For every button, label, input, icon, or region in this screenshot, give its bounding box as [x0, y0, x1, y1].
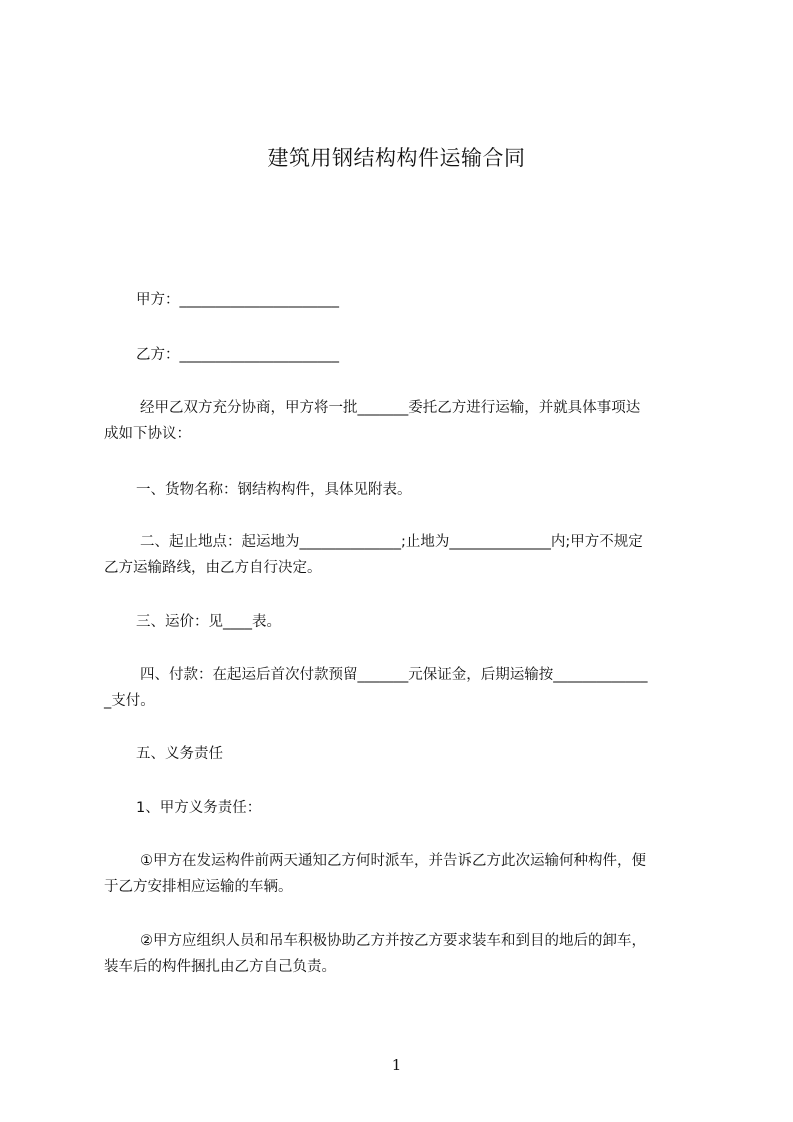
intro-paragraph-line-1: 经甲乙双方充分协商，甲方将一批_______委托乙方进行运输，并就具体事项达: [140, 400, 641, 416]
document-title: 建筑用钢结构构件运输合同: [267, 146, 526, 170]
page-number: 1: [391, 1056, 402, 1074]
obligation-2-line-2: 装车后的构件捆扎由乙方自己负责。: [104, 959, 336, 975]
obligation-1-line-2: 于乙方安排相应运输的车辆。: [104, 879, 293, 895]
party-a-obligations-heading: 1、甲方义务责任：: [136, 800, 262, 816]
clause-payment-line-1: 四、付款：在起运后首次付款预留_______元保证金，后期运输按_____________: [140, 667, 648, 683]
clause-locations-line-2: 乙方运输路线，由乙方自行决定。: [104, 560, 322, 576]
clause-obligations-heading: 五、义务责任: [136, 746, 223, 762]
obligation-1-line-1: ①甲方在发运构件前两天通知乙方何时派车，并告诉乙方此次运输何种构件，便: [140, 853, 646, 869]
party-a-line: 甲方：______________________: [136, 292, 339, 308]
clause-payment-line-2: _支付。: [104, 693, 155, 709]
clause-goods-name: 一、货物名称：钢结构构件，具体见附表。: [136, 482, 412, 498]
obligation-2-line-1: ②甲方应组织人员和吊车积极协助乙方并按乙方要求装车和到目的地后的卸车，: [140, 933, 646, 949]
clause-locations-line-1: 二、起止地点：起运地为______________;止地为______________内;甲方不规定: [140, 534, 643, 550]
clause-freight-rate: 三、运价：见____表。: [136, 614, 281, 630]
party-b-line: 乙方：______________________: [136, 347, 339, 363]
intro-paragraph-line-2: 成如下协议：: [104, 426, 191, 442]
